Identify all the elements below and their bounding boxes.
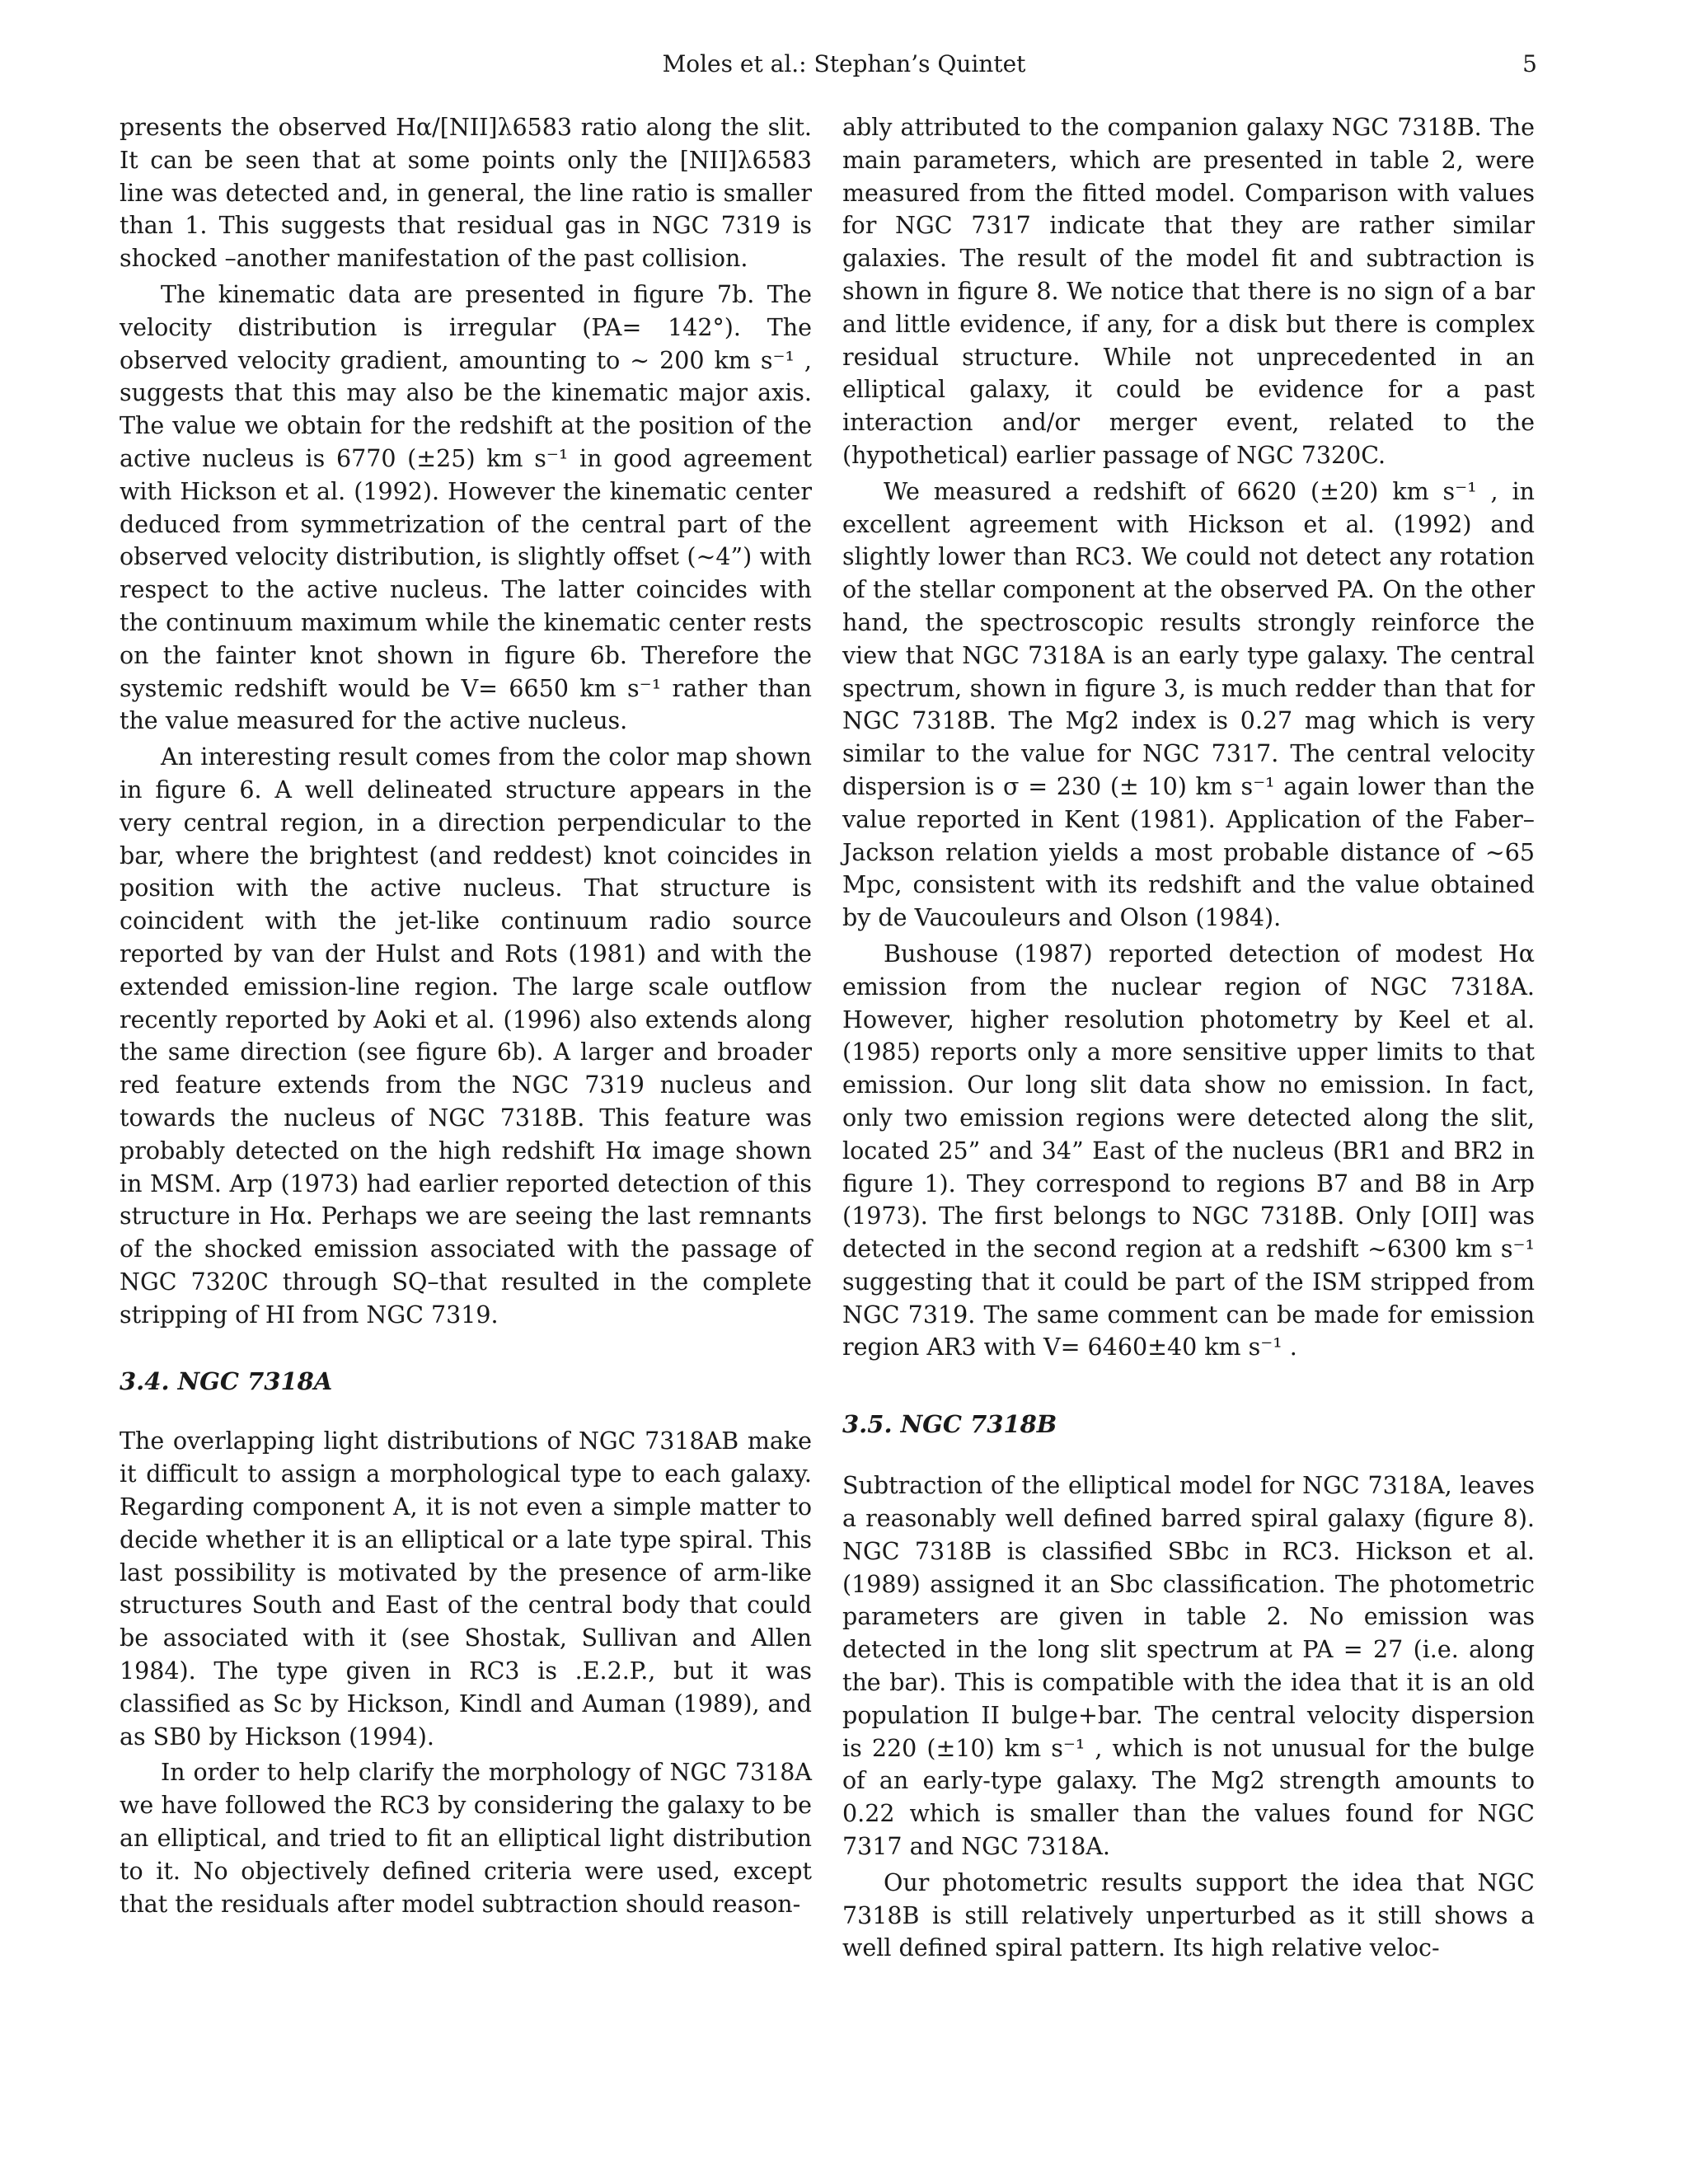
right-column	[842, 111, 1535, 1965]
left-paragraph-5: In order to help clarify the morphology of NGC 7318A we have followed the RC3 by considering the galaxy to be an elliptical, and tried to fit an elliptical light distribution to it. No objectively defined criteria were used, except that the residuals after model subtraction should reason-	[120, 1759, 812, 1918]
section-heading-3-4: 3.4. NGC 7318A	[120, 1367, 333, 1396]
right-paragraph-1: ably attributed to the companion galaxy NGC 7318B. The main parameters, which are presented in table 2, were measured from the fitted model. Comparison with values for NGC 7317 indicate that they are rather similar galaxies. The result of the model fit and subtraction is shown in figure 8. We notice that there is no sign of a bar and little evidence, if any, for a disk but there is complex residual structure. While not unprecedented in an elliptical galaxy, it could be evidence for a past interaction and/or merger event, related to the (hypothetical) earlier passage of NGC 7320C.	[842, 114, 1535, 469]
left-paragraph-3: An interesting result comes from the color map shown in figure 6. A well delineated structure appears in the very central region, in a direction perpendicular to the bar, where the brightest (and reddest) knot coincides in position with the active nucleus. That structure is coincident with the jet-like continuum radio source reported by van der Hulst and Rots (1981) and with the extended emission-line region. The large scale outflow recently reported by Aoki et al. (1996) also extends along the same direction (see figure 6b). A larger and broader red feature extends from the NGC 7319 nucleus and towards the nucleus of NGC 7318B. This feature was probably detected on the high redshift Hα image shown in MSM. Arp (1973) had earlier reported detection of this structure in Hα. Perhaps we are seeing the last remnants of the shocked emission associated with the passage of NGC 7320C through SQ–that resulted in the complete stripping of HI from NGC 7319.	[120, 743, 812, 1329]
section-heading-3-5: 3.5. NGC 7318B	[842, 1410, 1057, 1439]
running-title: Moles et al.: Stephan’s Quintet	[662, 50, 1026, 77]
right-paragraph-2: We measured a redshift of 6620 (±20) km s⁻¹ , in excellent agreement with Hickson et al. (1992) and slightly lower than RC3. We could not detect any rotation of the stellar component at the observed PA. On the other hand, the spectroscopic results strongly reinforce the view that NGC 7318A is an early type galaxy. The central spectrum, shown in figure 3, is much redder than that for NGC 7318B. The Mg2 index is 0.27 mag which is very similar to the value for NGC 7317. The central velocity dispersion is σ = 230 (± 10) km s⁻¹ again lower than the value reported in Kent (1981). Application of the Faber–Jackson relation yields a most probable distance of ∼65 Mpc, consistent with its redshift and the value obtained by de Vaucouleurs and Olson (1984).	[842, 477, 1535, 932]
right-paragraph-4: Subtraction of the elliptical model for NGC 7318A, leaves a reasonably well defined barred spiral galaxy (figure 8). NGC 7318B is classified SBbc in RC3. Hickson et al. (1989) assigned it an Sbc classification. The photometric parameters are given in table 2. No emission was detected in the long slit spectrum at PA = 27 (i.e. along the bar). This is compatible with the idea that it is an old population II bulge+bar. The central velocity dispersion is 220 (±10) km s⁻¹ , which is not unusual for the bulge of an early-type galaxy. The Mg2 strength amounts to 0.22 which is smaller than the values found for NGC 7317 and NGC 7318A.	[842, 1472, 1535, 1861]
page-number: 5	[1522, 50, 1537, 77]
left-paragraph-2: The kinematic data are presented in figure 7b. The velocity distribution is irregular (PA= 142°). The observed velocity gradient, amounting to ∼ 200 km s⁻¹ , suggests that this may also be the kinematic major axis. The value we obtain for the redshift at the position of the active nucleus is 6770 (±25) km s⁻¹ in good agreement with Hickson et al. (1992). However the kinematic center deduced from symmetrization of the central part of the observed velocity distribution, is slightly offset (∼4”) with respect to the active nucleus. The latter coincides with the continuum maximum while the kinematic center rests on the fainter knot shown in figure 6b. Therefore the systemic redshift would be V= 6650 km s⁻¹ rather than the value measured for the active nucleus.	[120, 280, 812, 735]
left-paragraph-1: presents the observed Hα/[NII]λ6583 ratio along the slit. It can be seen that at some points only the [NII]λ6583 line was detected and, in general, the line ratio is smaller than 1. This suggests that residual gas in NGC 7319 is shocked –another manifestation of the past collision.	[120, 114, 812, 273]
left-column	[120, 111, 812, 1920]
right-paragraph-3: Bushouse (1987) reported detection of modest Hα emission from the nuclear region of NGC 7318A. However, higher resolution photometry by Keel et al. (1985) reports only a more sensitive upper limits to that emission. Our long slit data show no emission. In fact, only two emission regions were detected along the slit, located 25” and 34” East of the nucleus (BR1 and BR2 in figure 1). They correspond to regions B7 and B8 in Arp (1973). The first belongs to NGC 7318B. Only [OII] was detected in the second region at a redshift ∼6300 km s⁻¹ suggesting that it could be part of the ISM stripped from NGC 7319. The same comment can be made for emission region AR3 with V= 6460±40 km s⁻¹ .	[842, 940, 1535, 1361]
left-paragraph-4: The overlapping light distributions of NGC 7318AB make it difficult to assign a morphological type to each galaxy. Regarding component A, it is not even a simple matter to decide whether it is an elliptical or a late type spiral. This last possibility is motivated by the presence of arm-like structures South and East of the central body that could be associated with it (see Shostak, Sullivan and Allen 1984). The type given in RC3 is .E.2.P., but it was classified as Sc by Hickson, Kindl and Auman (1989), and as SB0 by Hickson (1994).	[120, 1427, 812, 1750]
right-paragraph-5: Our photometric results support the idea that NGC 7318B is still relatively unperturbed as it still shows a well defined spiral pattern. Its high relative veloc-	[842, 1868, 1535, 1962]
